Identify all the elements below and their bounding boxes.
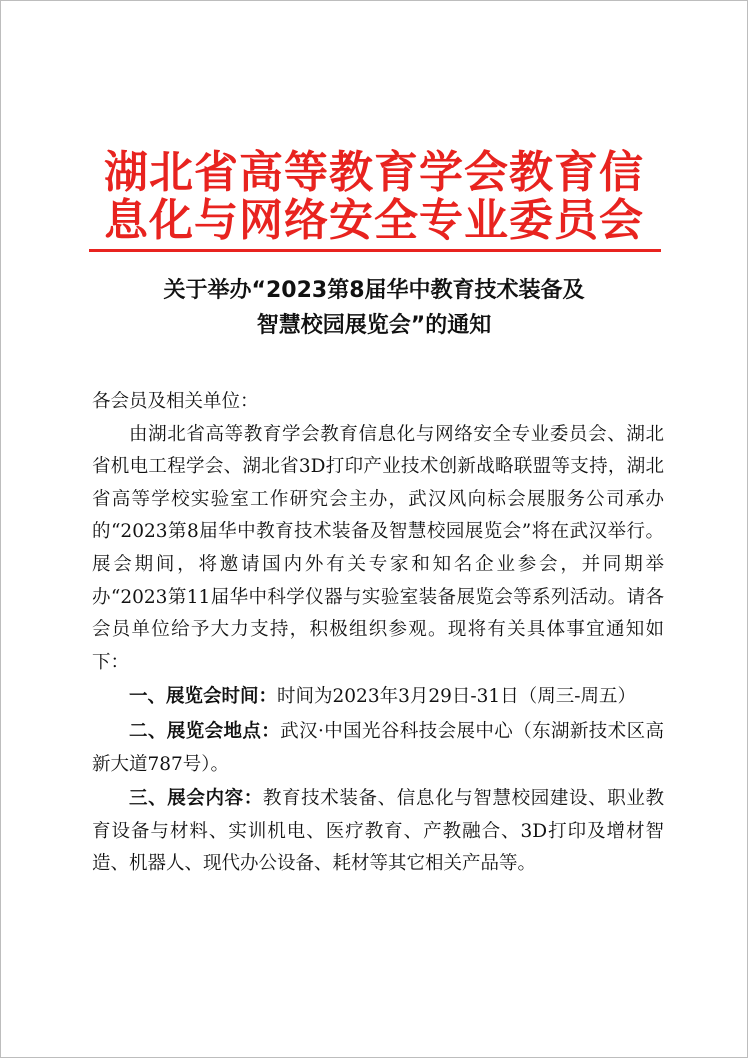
section-content xyxy=(92,783,664,881)
section-location-text: 武汉·中国光谷科技会展中心（东湖新技术区高新大道787号）。 xyxy=(92,720,664,775)
notice-title-line2: 智慧校园展览会”的通知 xyxy=(256,313,492,338)
section-time-label: 一、展览会时间： xyxy=(129,686,278,708)
section-time xyxy=(92,681,664,714)
notice-title-line1: 关于举办“2023第8届华中教育技术装备及 xyxy=(163,278,585,303)
section-location xyxy=(92,716,664,781)
organization-title-line2: 息化与网络安全专业委员会 xyxy=(104,195,644,246)
salutation: 各会员及相关单位： xyxy=(92,391,259,412)
section-content-text: 教育技术装备、信息化与智慧校园建设、职业教育设备与材料、实训机电、医疗教育、产教融合、3D打印及增材智造、机器人、现代办公设备、耗材等其它相关产品等。 xyxy=(92,788,664,875)
intro-paragraph: 由湖北省高等教育学会教育信息化与网络安全专业委员会、湖北省机电工程学会、湖北省3D打印产业技术创新战略联盟等支持，湖北省高等学校实验室工作研究会主办，武汉风向标会展服务公司承办的“2023第8届华中教育技术装备及智慧校园展览会”将在武汉举行。展会期间，将邀请国内外有关专家和知名企业参会，并同期举办“2023第11届华中科学仪器与实验室装备展览会等系列活动。请各会员单位给予大力支持，积极组织参观。现将有关具体事宜通知如下： xyxy=(92,423,664,673)
section-content-label: 三、展会内容： xyxy=(129,788,263,810)
notice-body xyxy=(92,386,664,881)
section-time-text: 时间为2023年3月29日-31日（周三-周五） xyxy=(277,686,636,708)
organization-title-line1: 湖北省高等教育学会教育信 xyxy=(104,147,644,198)
section-location-label: 二、展览会地点： xyxy=(129,720,281,742)
red-header-rule xyxy=(89,249,661,252)
